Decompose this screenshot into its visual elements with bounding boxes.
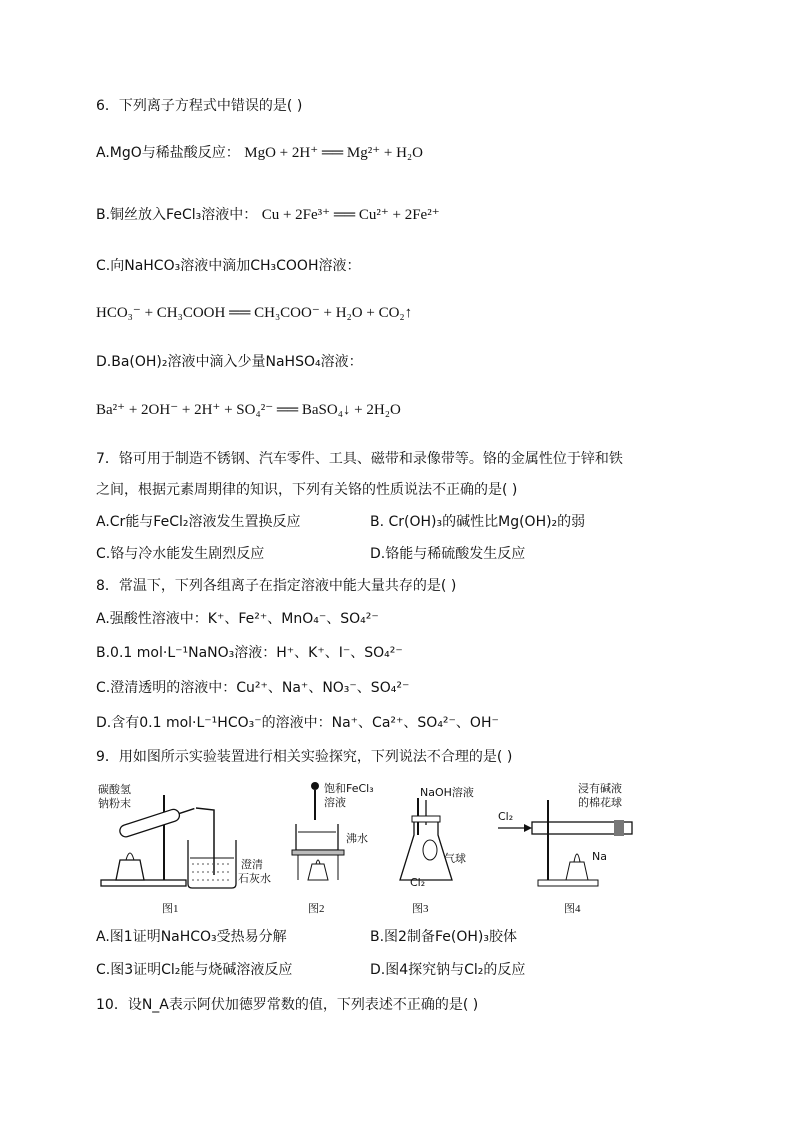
- q6-option-c-equation: HCO₃⁻ + CH₃COOH ══ CH₃COO⁻ + H₂O + CO₂↑: [96, 305, 413, 321]
- q6-option-b-label: B.铜丝放入FeCl₃溶液中：: [96, 207, 258, 223]
- figure-2: [290, 780, 400, 915]
- q6-stem: 6．下列离子方程式中错误的是( ): [96, 98, 303, 114]
- q9-option-d: D.图4探究钠与Cl₂的反应: [370, 962, 526, 978]
- fig1-label-nahco3-2: 钠粉末: [98, 797, 131, 810]
- fig3-label-balloon: 气球: [444, 852, 466, 865]
- fig4-caption: 图4: [564, 903, 581, 915]
- q8-option-a: A.强酸性溶液中：K⁺、Fe²⁺、MnO₄⁻、SO₄²⁻: [96, 611, 379, 627]
- fig2-caption: 图2: [308, 903, 325, 915]
- figure-1: [96, 780, 276, 915]
- q8-option-d: D.含有0.1 mol·L⁻¹HCO₃⁻的溶液中：Na⁺、Ca²⁺、SO₄²⁻、OH⁻: [96, 715, 499, 731]
- q8-option-b: B.0.1 mol·L⁻¹NaNO₃溶液：H⁺、K⁺、I⁻、SO₄²⁻: [96, 645, 403, 661]
- q9-stem: 9．用如图所示实验装置进行相关实验探究，下列说法不合理的是( ): [96, 749, 513, 765]
- q6-option-a-equation: MgO + 2H⁺ ══ Mg²⁺ + H₂O: [244, 145, 423, 161]
- fig4-label-cotton-2: 的棉花球: [578, 796, 622, 809]
- q7-option-a: A.Cr能与FeCl₂溶液发生置换反应: [96, 514, 301, 530]
- fig4-label-na: Na: [592, 850, 607, 863]
- q7-stem-line1: 7．铬可用于制造不锈钢、汽车零件、工具、磁带和录像带等。铬的金属性位于锌和铁: [96, 451, 623, 467]
- q6-option-a: [96, 143, 423, 163]
- fig2-label-fecl3-1: 饱和FeCl₃: [324, 782, 374, 795]
- fig4-label-cl2: Cl₂: [498, 810, 514, 823]
- q6-option-b: [96, 205, 440, 225]
- figure-4: [494, 780, 654, 915]
- fig3-label-cl2: Cl₂: [410, 876, 426, 889]
- q10-stem: 10．设N_A表示阿伏加德罗常数的值，下列表述不正确的是( ): [96, 997, 479, 1013]
- fig2-label-boiling-water: 沸水: [346, 832, 368, 845]
- q6-option-c-label: C.向NaHCO₃溶液中滴加CH₃COOH溶液：: [96, 258, 361, 274]
- q8-option-c: C.澄清透明的溶液中：Cu²⁺、Na⁺、NO₃⁻、SO₄²⁻: [96, 680, 410, 696]
- q6-option-a-label: A.MgO与稀盐酸反应：: [96, 145, 240, 161]
- q9-option-c: C.图3证明Cl₂能与烧碱溶液反应: [96, 962, 293, 978]
- fig2-label-fecl3-2: 溶液: [324, 796, 346, 809]
- q8-stem: 8．常温下，下列各组离子在指定溶液中能大量共存的是( ): [96, 578, 457, 594]
- fig3-label-naoh: NaOH溶液: [420, 786, 474, 799]
- q6-option-b-equation: Cu + 2Fe³⁺ ══ Cu²⁺ + 2Fe²⁺: [261, 207, 440, 223]
- fig1-label-nahco3-1: 碳酸氢: [98, 783, 131, 796]
- q7-option-c: C.铬与冷水能发生剧烈反应: [96, 546, 265, 562]
- fig1-caption: 图1: [162, 903, 179, 915]
- q6-option-d-label: D.Ba(OH)₂溶液中滴入少量NaHSO₄溶液：: [96, 354, 363, 370]
- figure-3: [396, 780, 496, 915]
- q7-option-d: D.铬能与稀硫酸发生反应: [370, 546, 526, 562]
- q6-option-d-equation: Ba²⁺ + 2OH⁻ + 2H⁺ + SO₄²⁻ ══ BaSO₄↓ + 2H₂O: [96, 402, 401, 418]
- q9-option-b: B.图2制备Fe(OH)₃胶体: [370, 929, 517, 945]
- fig3-caption: 图3: [412, 903, 429, 915]
- fig1-label-limewater-2: 石灰水: [238, 872, 271, 885]
- fig1-label-limewater-1: 澄清: [241, 858, 263, 871]
- fig4-label-cotton-1: 浸有碱液: [578, 782, 622, 795]
- q9-option-a: A.图1证明NaHCO₃受热易分解: [96, 929, 287, 945]
- figure-4-drawing: [494, 780, 654, 890]
- q7-option-b: B. Cr(OH)₃的碱性比Mg(OH)₂的弱: [370, 514, 586, 530]
- q7-stem-line2: 之间，根据元素周期律的知识，下列有关铬的性质说法不正确的是( ): [96, 482, 518, 498]
